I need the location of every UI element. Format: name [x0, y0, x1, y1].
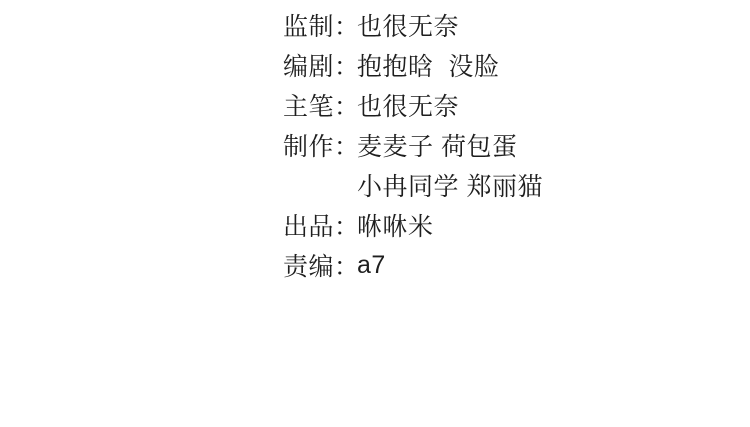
credit-names: 抱抱晗 没脸 [357, 53, 500, 81]
credit-line-presented-by [283, 205, 543, 245]
credit-names: 也很无奈 [357, 93, 460, 121]
credit-role-label: 监制： [283, 13, 360, 41]
credit-line-editor [283, 245, 543, 285]
credit-role-label: 编剧： [283, 53, 360, 81]
credits-block [283, 5, 543, 285]
credit-line-screenwriter [283, 45, 543, 85]
credit-role-label: 制作： [283, 133, 360, 161]
credit-role-label: 责编： [283, 253, 360, 281]
credit-names: a7 [357, 250, 386, 279]
credit-line-supervisor [283, 5, 543, 45]
credit-role-label: 主笔： [283, 93, 360, 121]
credit-names: 麦麦子 荷包蛋 [357, 133, 518, 161]
credit-line-lead-artist [283, 85, 543, 125]
credit-line-production [283, 125, 543, 165]
credit-names: 也很无奈 [357, 13, 460, 41]
credit-role-label: 出品： [283, 213, 360, 241]
credit-names: 咻咻米 [357, 213, 434, 241]
credit-line-production-continued [283, 165, 543, 205]
credit-names: 小冉同学 郑丽猫 [357, 173, 543, 201]
